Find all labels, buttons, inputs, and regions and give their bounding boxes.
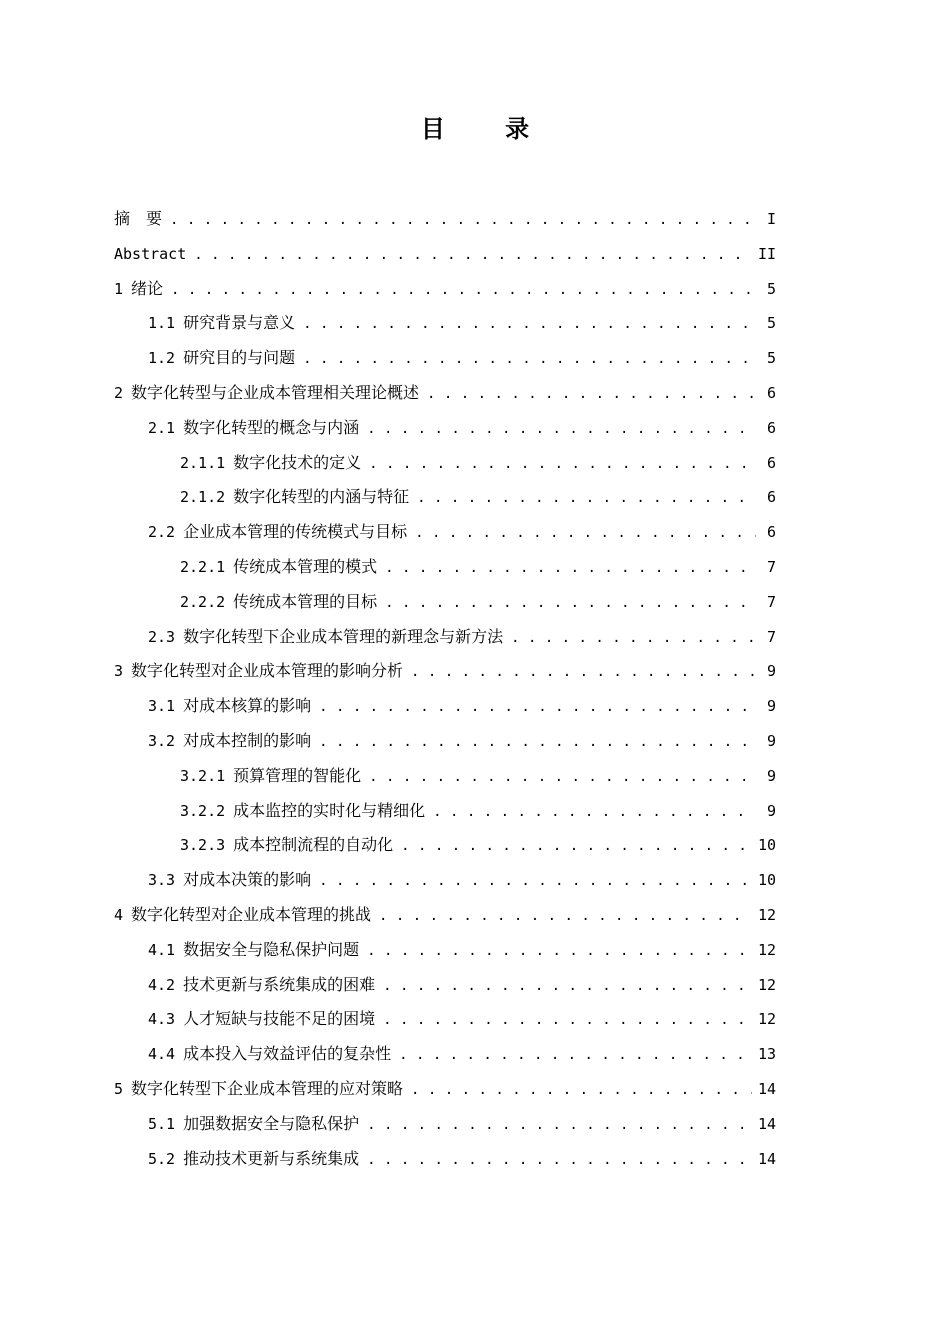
toc-entry-label [148,515,407,550]
toc-entry-number: 5 [114,1079,124,1098]
toc-entry-number: 3.1 [148,697,176,716]
toc-entry-text: 成本控制流程的自动化 [233,835,394,855]
toc-entry-label [180,759,361,794]
toc-entry[interactable] [114,306,776,341]
toc-entry-number: 3.3 [148,871,176,890]
toc-entry[interactable] [114,376,776,411]
toc-entry-text: 数字化技术的定义 [233,452,362,472]
toc-entry-text: 对成本决策的影响 [183,870,312,890]
toc-entry-text: 摘 要 [114,209,163,228]
toc-entry-number: 4 [114,905,124,924]
toc-entry-label [148,968,375,1003]
toc-entry[interactable] [114,724,776,759]
toc-entry-page: II [757,244,776,263]
toc-entry-text: 企业成本管理的传统模式与目标 [183,522,408,542]
toc-entry-number: 4.2 [148,975,176,994]
toc-dot-leader [303,307,756,342]
toc-entry-page: 6 [766,418,776,437]
toc-dot-leader [367,1143,752,1178]
toc-entry-number: 1 [114,279,124,298]
toc-entry-number: 3.2.2 [180,801,226,820]
toc-dot-leader [379,899,752,934]
toc-entry[interactable] [114,237,776,272]
toc-entry-label [148,1002,375,1037]
toc-entry-page: 6 [766,523,776,542]
toc-entry-text: 预算管理的智能化 [233,765,362,785]
toc-dot-leader [385,551,756,586]
toc-entry-label [148,689,311,724]
toc-entry-label [180,480,409,515]
toc-entry-label [148,620,503,655]
toc-dot-leader [411,655,756,690]
toc-entry-text: 加强数据安全与隐私保护 [183,1113,360,1133]
toc-dot-leader [367,412,756,447]
toc-dot-leader [399,1038,752,1073]
toc-entry-label [148,1107,359,1142]
toc-entry-page: 9 [766,697,776,716]
toc-entry[interactable] [114,689,776,724]
toc-entry-number: 2.2 [148,523,176,542]
toc-dot-leader [319,690,756,725]
toc-entry-label [148,724,311,759]
toc-entry-label [180,446,361,481]
toc-entry-number: 2.2.2 [180,592,226,611]
toc-entry[interactable] [114,585,776,620]
toc-entry-text: 研究目的与问题 [183,348,296,368]
toc-entry[interactable] [114,202,776,237]
toc-entry-number: 1.1 [148,314,176,333]
toc-entry[interactable] [114,620,776,655]
toc-entry-page: 14 [757,1114,776,1133]
toc-entry[interactable] [114,1037,776,1072]
toc-entry-number: 2.3 [148,627,176,646]
toc-entry-label [114,376,419,411]
toc-entry-text: 传统成本管理的模式 [233,556,378,576]
toc-entry-number: 3.2 [148,731,176,750]
toc-entry-label [148,411,359,446]
toc-entry-page: 10 [757,836,776,855]
toc-entry-page: 9 [766,801,776,820]
table-of-contents [114,202,776,1176]
toc-entry-label [148,933,359,968]
toc-dot-leader [417,481,756,516]
toc-dot-leader [369,447,756,482]
toc-entry-label [148,1142,359,1177]
toc-entry[interactable] [114,863,776,898]
toc-entry-page: 13 [757,1045,776,1064]
toc-entry-label [114,654,403,689]
toc-entry-label [114,202,162,237]
toc-entry[interactable] [114,341,776,376]
toc-entry-text: 绪论 [131,278,164,298]
toc-entry-text: 传统成本管理的目标 [233,591,378,611]
toc-entry-text: Abstract [114,244,187,263]
toc-entry-number: 2.1.1 [180,453,226,472]
toc-entry-page: 12 [757,1010,776,1029]
toc-dot-leader [427,377,756,412]
toc-dot-leader [415,516,756,551]
toc-entry-number: 4.4 [148,1045,176,1064]
toc-entry-page: 9 [766,731,776,750]
toc-dot-leader [411,1073,752,1108]
toc-entry-label [114,1072,403,1107]
toc-entry[interactable] [114,515,776,550]
toc-entry-page: 5 [766,349,776,368]
toc-entry-page: 7 [766,627,776,646]
toc-entry-page: 14 [757,1149,776,1168]
toc-entry-page: 9 [766,662,776,681]
toc-entry-number: 4.3 [148,1010,176,1029]
toc-entry-text: 人才短缺与技能不足的困境 [183,1009,376,1029]
toc-entry-text: 数字化转型的概念与内涵 [183,417,360,437]
toc-entry[interactable] [114,1107,776,1142]
toc-dot-leader [303,342,756,377]
toc-entry-text: 研究背景与意义 [183,313,296,333]
toc-entry-text: 推动技术更新与系统集成 [183,1148,360,1168]
toc-entry-text: 对成本控制的影响 [183,730,312,750]
toc-entry-number: 2.1.2 [180,488,226,507]
toc-entry-page: 12 [757,940,776,959]
toc-entry-number: 3 [114,662,124,681]
toc-dot-leader [170,203,756,238]
toc-entry-page: 9 [766,766,776,785]
toc-dot-leader [194,238,752,273]
toc-entry[interactable] [114,933,776,968]
toc-entry-number: 3.2.1 [180,766,226,785]
toc-entry[interactable] [114,898,776,933]
toc-dot-leader [511,621,756,656]
toc-entry-text: 成本监控的实时化与精细化 [233,800,426,820]
toc-dot-leader [433,795,756,830]
toc-entry[interactable] [114,480,776,515]
toc-entry[interactable] [114,1142,776,1177]
toc-entry-label [148,1037,391,1072]
toc-entry-page: 12 [757,975,776,994]
toc-entry[interactable] [114,411,776,446]
toc-entry-text: 数字化转型与企业成本管理相关理论概述 [131,382,420,402]
toc-dot-leader [319,725,756,760]
toc-entry-text: 技术更新与系统集成的困难 [183,974,376,994]
toc-entry-label [180,828,393,863]
toc-entry-text: 数据安全与隐私保护问题 [183,939,360,959]
toc-entry-number: 5.1 [148,1114,176,1133]
toc-entry-page: 5 [766,279,776,298]
toc-dot-leader [383,969,752,1004]
toc-entry-number: 4.1 [148,940,176,959]
toc-dot-leader [319,864,752,899]
toc-entry-page: 12 [757,905,776,924]
toc-entry-text: 数字化转型下企业成本管理的应对策略 [131,1078,404,1098]
toc-entry-number: 3.2.3 [180,836,226,855]
toc-entry-number: 2.1 [148,418,176,437]
toc-entry[interactable] [114,654,776,689]
toc-entry-text: 对成本核算的影响 [183,696,312,716]
toc-entry-number: 1.2 [148,349,176,368]
toc-entry[interactable] [114,1072,776,1107]
toc-entry[interactable] [114,1002,776,1037]
toc-dot-leader [383,1003,752,1038]
toc-entry-label [114,237,186,272]
toc-entry-label [148,863,311,898]
toc-entry-page: 6 [766,488,776,507]
toc-entry-label [180,550,377,585]
toc-entry-page: 5 [766,314,776,333]
toc-entry-text: 数字化转型下企业成本管理的新理念与新方法 [183,626,504,646]
toc-entry-text: 数字化转型的内涵与特征 [233,487,410,507]
toc-entry-label [148,306,295,341]
toc-entry-page: 7 [766,557,776,576]
toc-entry[interactable] [114,446,776,481]
toc-entry[interactable] [114,759,776,794]
toc-dot-leader [367,1108,752,1143]
toc-entry-page: I [766,210,776,228]
toc-entry-page: 6 [766,383,776,402]
toc-entry-label [148,341,295,376]
toc-entry-page: 6 [766,453,776,472]
toc-entry-page: 7 [766,592,776,611]
toc-entry[interactable] [114,550,776,585]
toc-entry-number: 5.2 [148,1149,176,1168]
toc-entry[interactable] [114,968,776,1003]
toc-entry-text: 数字化转型对企业成本管理的影响分析 [131,661,404,681]
toc-entry-label [114,272,163,307]
toc-entry-text: 成本投入与效益评估的复杂性 [183,1044,392,1064]
toc-entry-page: 10 [757,871,776,890]
toc-entry-label [114,898,371,933]
toc-entry[interactable] [114,828,776,863]
toc-dot-leader [171,273,756,308]
toc-dot-leader [401,829,752,864]
toc-entry[interactable] [114,272,776,307]
toc-entry-text: 数字化转型对企业成本管理的挑战 [131,904,372,924]
toc-entry-number: 2.2.1 [180,557,226,576]
page-title: 目 录 [420,115,556,143]
toc-dot-leader [369,760,756,795]
toc-entry-page: 14 [757,1079,776,1098]
toc-entry[interactable] [114,794,776,829]
toc-entry-number: 2 [114,383,124,402]
toc-entry-label [180,794,425,829]
toc-dot-leader [385,586,756,621]
toc-dot-leader [367,934,752,969]
toc-entry-label [180,585,377,620]
